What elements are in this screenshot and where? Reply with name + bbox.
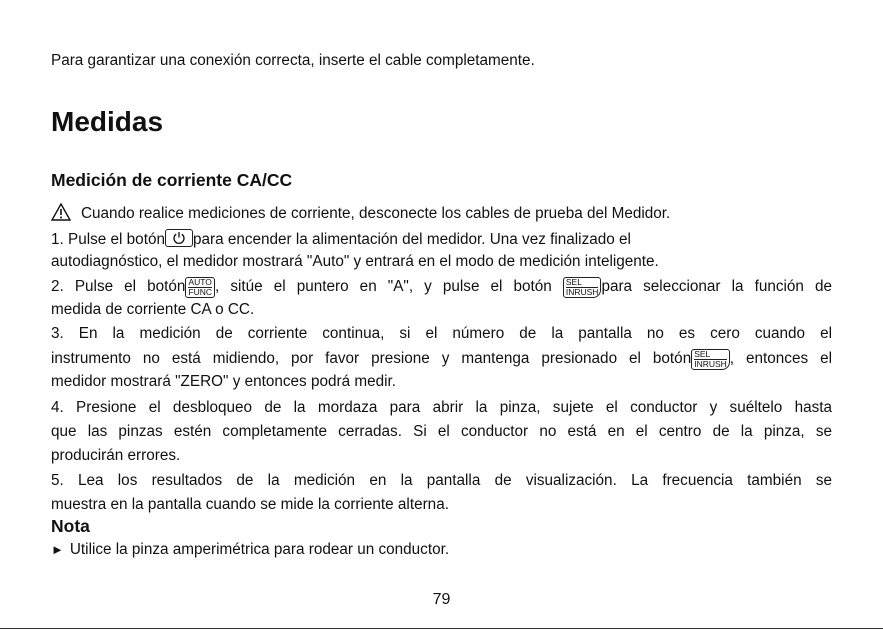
page-number: 79 xyxy=(432,591,451,608)
func-key-label: FUNC xyxy=(188,287,213,297)
sel-key-label: SEL xyxy=(694,350,727,360)
page-title: Medidas xyxy=(51,106,164,137)
sel-inrush-button-key xyxy=(563,277,602,298)
step-2-line-2: medida de corriente CA o CC. xyxy=(51,301,255,318)
step-5-line-2: muestra en la pantalla cuando se mide la corriente alterna. xyxy=(51,496,449,513)
warning-triangle-icon xyxy=(51,203,71,221)
auto-key-label: AUTO xyxy=(188,277,212,287)
intro-text: Para garantizar una conexión correcta, inserte el cable completamente. xyxy=(51,52,535,69)
step-5-line-1: 5. Lea los resultados de la medición en la pantalla de visualización. La frecuencia también se xyxy=(51,472,832,489)
warning-line xyxy=(51,203,670,223)
step-3-line-1: 3. En la medición de corriente continua, si el número de la pantalla no es cero cuando el xyxy=(51,325,832,342)
auto-func-button-key xyxy=(185,277,215,298)
sel-inrush-button-key xyxy=(691,349,730,370)
note-title: Nota xyxy=(51,516,90,536)
step-3-line-3: medidor mostrará "ZERO" y entonces podrá medir. xyxy=(51,373,396,390)
step-1-line-1 xyxy=(51,229,631,249)
inrush-key-label: INRUSH xyxy=(694,359,727,369)
power-button-key xyxy=(165,229,193,247)
footer-divider xyxy=(0,628,883,629)
warning-text: Cuando realice mediciones de corriente, desconecte los cables de prueba del Medidor. xyxy=(81,205,671,222)
section-title: Medición de corriente CA/CC xyxy=(51,170,293,190)
step-3-text-b: , entonces el xyxy=(729,350,832,367)
step-2-text-b: , sitúe el puntero en "A", y pulse el botón xyxy=(215,278,552,295)
step-4-line-3: producirán errores. xyxy=(51,447,181,464)
step-2-text-c: para seleccionar la función de xyxy=(601,278,832,295)
sel-key-label: SEL xyxy=(566,278,599,288)
step-4-line-2: que las pinzas estén completamente cerradas. Si el conductor no está en el centro de la pinza, se xyxy=(51,423,832,440)
power-icon xyxy=(172,231,186,244)
inrush-key-label: INRUSH xyxy=(565,287,599,297)
step-2-text-a: 2. Pulse el botón xyxy=(51,278,186,295)
step-4-line-1: 4. Presione el desbloqueo de la mordaza para abrir la pinza, sujete el conductor y suéltelo hasta xyxy=(51,399,832,416)
step-3-line-2 xyxy=(51,349,832,370)
step-1-line-2: autodiagnóstico, el medidor mostrará "Auto" y entrará en el modo de medición inteligente. xyxy=(51,253,659,270)
step-1-text-b: para encender la alimentación del medidor. Una vez finalizado el xyxy=(192,231,631,248)
step-2-line-1 xyxy=(51,277,832,298)
right-triangle-bullet-icon: ► xyxy=(51,542,64,557)
note-line xyxy=(51,541,449,559)
step-3-text-a: instrumento no está midiendo, por favor presione y mantenga presionado el botón xyxy=(51,350,692,367)
note-text: Utilice la pinza amperimétrica para rodear un conductor. xyxy=(69,541,450,558)
step-1-text-a: 1. Pulse el botón xyxy=(51,231,165,248)
